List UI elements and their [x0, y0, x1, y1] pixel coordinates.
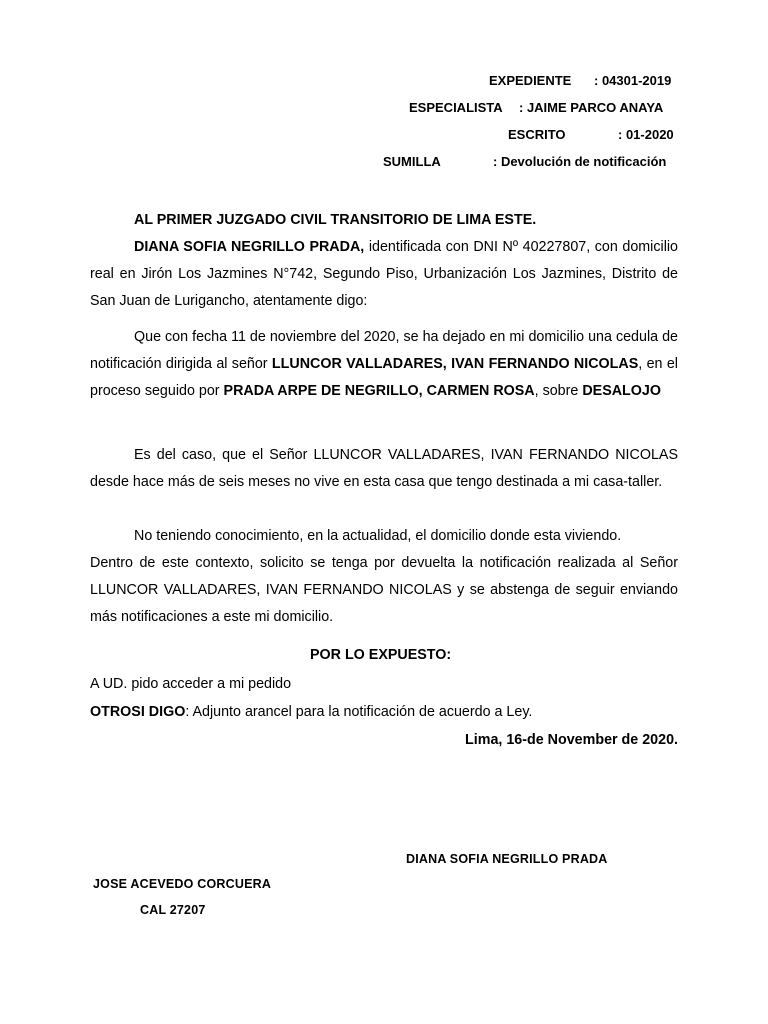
- section-title: POR LO EXPUESTO:: [310, 647, 452, 663]
- lawyer-registration: CAL 27207: [140, 903, 206, 917]
- p1-bold-2: PRADA ARPE DE NEGRILLO, CARMEN ROSA: [223, 383, 535, 399]
- otrosi-line: [90, 703, 532, 721]
- header-especialista: [409, 100, 663, 116]
- paragraph-4: Dentro de este contexto, solicito se tenga por devuelta la notificación realizada al Señor LLUNCOR VALLADARES, IVAN FERNANDO NICOLAS y se abstenga de seguir enviando más notificaciones a este mi domicilio.: [90, 555, 678, 625]
- paragraph-3: No teniendo conocimiento, en la actualidad, el domicilio donde esta viviendo.: [134, 528, 622, 544]
- p1-bold-3: DESALOJO: [582, 383, 661, 399]
- document-date: Lima, 16-de November de 2020.: [465, 732, 678, 748]
- header-sumilla: [383, 154, 666, 170]
- expediente-label: EXPEDIENTE: [489, 73, 572, 88]
- otrosi-label: OTROSI DIGO: [90, 704, 186, 720]
- paragraph-2: Es del caso, que el Señor LLUNCOR VALLADARES, IVAN FERNANDO NICOLAS desde hace más de seis meses no vive en esta casa que tengo destinada a mi casa-taller.: [90, 447, 678, 490]
- escrito-label: ESCRITO: [508, 127, 566, 142]
- expediente-value: : 04301-2019: [594, 73, 672, 88]
- sumilla-label: SUMILLA: [383, 154, 441, 169]
- client-signature-name: DIANA SOFIA NEGRILLO PRADA: [406, 852, 608, 866]
- intro-paragraph: [90, 234, 678, 315]
- especialista-label: ESPECIALISTA: [409, 100, 503, 115]
- p1-bold-1: LLUNCOR VALLADARES, IVAN FERNANDO NICOLAS: [271, 356, 639, 372]
- request-line: A UD. pido acceder a mi pedido: [90, 676, 292, 692]
- header-escrito: [508, 127, 674, 143]
- intro-name: DIANA SOFIA NEGRILLO PRADA,: [134, 239, 365, 255]
- especialista-value: : JAIME PARCO ANAYA: [519, 100, 664, 115]
- p1-text-2: , en el proceso seguido por: [90, 356, 678, 399]
- addressee: AL PRIMER JUZGADO CIVIL TRANSITORIO DE LIMA ESTE.: [134, 212, 537, 228]
- sumilla-value: : Devolución de notificación: [493, 154, 667, 169]
- otrosi-text: : Adjunto arancel para la notificación de acuerdo a Ley.: [185, 704, 533, 720]
- escrito-value: : 01-2020: [618, 127, 674, 142]
- intro-text: identificada con DNI Nº 40227807, con domicilio real en Jirón Los Jazmines N°742, Segundo Piso, Urbanización Los Jazmines, Distrito de San Juan de Lurigancho, atentamente digo:: [90, 239, 678, 309]
- lawyer-signature-name: JOSE ACEVEDO CORCUERA: [93, 877, 272, 891]
- p1-text-1: Que con fecha 11 de noviembre del 2020, se ha dejado en mi domicilio una cedula de notificación dirigida al señor: [90, 329, 678, 372]
- paragraph-1: [90, 324, 678, 405]
- p1-text-3: , sobre: [534, 383, 583, 399]
- header-expediente: [489, 73, 671, 89]
